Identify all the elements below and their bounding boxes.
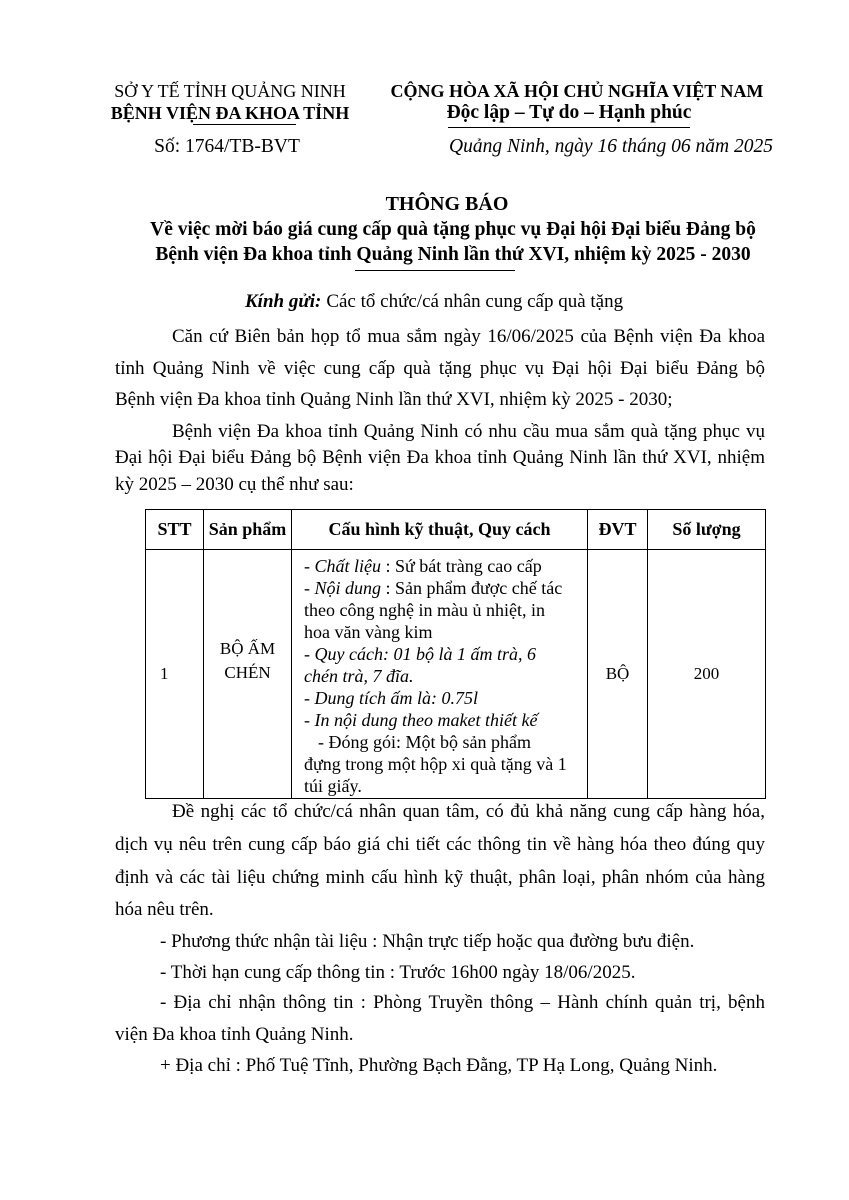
cell-stt: 1 (146, 550, 204, 799)
spec-line: đựng trong một hộp xi quà tặng và 1 (304, 754, 567, 774)
paragraph-line: Căn cứ Biên bản họp tổ mua sắm ngày 16/06/2025 của Bệnh viện Đa khoa (172, 326, 765, 347)
title-underline (355, 270, 515, 271)
receiving-address: + Địa chỉ : Phố Tuệ Tĩnh, Phường Bạch Đằng, TP Hạ Long, Quảng Ninh. (160, 1055, 718, 1076)
spec-text: : Sứ bát tràng cao cấp (381, 556, 542, 576)
document-title: THÔNG BÁO (385, 193, 509, 215)
nation-name: CỘNG HÒA XÃ HỘI CHỦ NGHĨA VIỆT NAM (390, 81, 764, 101)
product-name-line: BỘ ẤM (219, 638, 276, 658)
hospital-name: BỆNH VIỆN ĐA KHOA TỈNH (110, 103, 350, 123)
spec-line: túi giấy. (304, 776, 362, 796)
table-header-row (146, 510, 766, 550)
spec-line: chén trà, 7 đĩa. (304, 666, 414, 686)
recipient-line (245, 290, 623, 314)
spec-dash: - (304, 578, 315, 598)
subject-line: Bệnh viện Đa khoa tỉnh Quảng Ninh lần thứ XVI, nhiệm kỳ 2025 - 2030 (155, 244, 751, 265)
spec-line-packaging: - Đóng gói: Một bộ sản phẩm (318, 732, 531, 752)
recipient-label: Kính gửi: (245, 291, 322, 312)
receiving-office: - Địa chỉ nhận thông tin : Phòng Truyền thông – Hành chính quản trị, bệnh (160, 992, 765, 1013)
col-header-unit: ĐVT (588, 510, 648, 550)
motto-underline (448, 127, 690, 128)
spec-line-specification: - Quy cách: 01 bộ là 1 ấm trà, 6 (304, 644, 536, 664)
paragraph-line: định và các tài liệu chứng minh cấu hình kỹ thuật, phân loại, phân nhóm của hàng (115, 867, 765, 888)
national-motto: Độc lập – Tự do – Hạnh phúc (446, 102, 692, 123)
hospital-name-underline (193, 124, 296, 125)
paragraph-line: Bệnh viện Đa khoa tỉnh Quảng Ninh có nhu cầu mua sắm quà tặng phục vụ (172, 421, 765, 442)
document-number: Số: 1764/TB-BVT (154, 136, 300, 157)
paragraph-line: Bệnh viện Đa khoa tỉnh Quảng Ninh lần thứ XVI, nhiệm kỳ 2025 - 2030; (115, 389, 673, 410)
spec-line-material (304, 555, 587, 577)
col-header-spec: Cấu hình kỹ thuật, Quy cách (292, 510, 588, 550)
paragraph-line: Đại hội Đại biểu Đảng bộ Bệnh viện Đa khoa tỉnh Quảng Ninh lần thứ XVI, nhiệm (115, 447, 765, 468)
cell-spec (292, 550, 588, 799)
submission-deadline: - Thời hạn cung cấp thông tin : Trước 16h00 ngày 18/06/2025. (160, 962, 636, 983)
spec-line: theo công nghệ in màu ủ nhiệt, in (304, 600, 545, 620)
paragraph-line: tỉnh Quảng Ninh về việc cung cấp quà tặng phục vụ Đại hội Đại biểu Đảng bộ (115, 358, 765, 379)
submission-method: - Phương thức nhận tài liệu : Nhận trực tiếp hoặc qua đường bưu điện. (160, 931, 695, 952)
paragraph-line: kỳ 2025 – 2030 cụ thể như sau: (115, 474, 354, 495)
receiving-office: viện Đa khoa tỉnh Quảng Ninh. (115, 1024, 354, 1045)
spec-line-content (304, 577, 587, 599)
col-header-stt: STT (146, 510, 204, 550)
spec-term: Nội dung (314, 578, 382, 598)
paragraph-line: Đề nghị các tổ chức/cá nhân quan tâm, có đủ khả năng cung cấp hàng hóa, (172, 801, 765, 822)
cell-quantity: 200 (648, 550, 766, 799)
subject-line: Về việc mời báo giá cung cấp quà tặng phục vụ Đại hội Đại biểu Đảng bộ (150, 219, 756, 240)
cell-product (204, 550, 292, 799)
cell-unit: BỘ (588, 550, 648, 799)
col-header-quantity: Số lượng (648, 510, 766, 550)
spec-text: : Sản phẩm được chế tác (381, 578, 563, 598)
place-and-date: Quảng Ninh, ngày 16 tháng 06 năm 2025 (449, 136, 773, 157)
product-name-line: CHÉN (224, 662, 271, 682)
paragraph-line: dịch vụ nêu trên cung cấp báo giá chi tiết các thông tin về hàng hóa theo đúng quy (115, 834, 765, 855)
spec-term: Chất liệu (314, 556, 381, 576)
spec-line-print: - In nội dung theo maket thiết kế (304, 710, 538, 730)
spec-line-capacity: - Dung tích ấm là: 0.75l (304, 688, 478, 708)
agency-name: SỞ Y TẾ TỈNH QUẢNG NINH (114, 81, 346, 101)
table-row (146, 550, 766, 799)
spec-dash: - (304, 556, 315, 576)
quotation-table (145, 509, 766, 799)
recipient-text: Các tổ chức/cá nhân cung cấp quà tặng (326, 291, 624, 312)
paragraph-line: hóa nêu trên. (115, 899, 214, 920)
spec-line: hoa văn vàng kim (304, 622, 433, 642)
col-header-product: Sản phẩm (204, 510, 292, 550)
